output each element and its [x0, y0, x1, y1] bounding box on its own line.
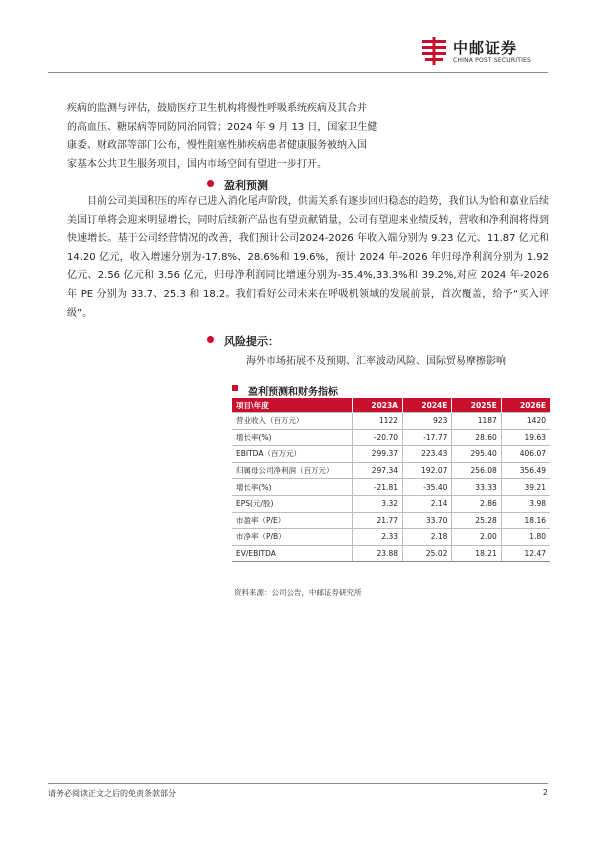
- intro-line: 疾病的监测与评估，鼓励医疗卫生机构将慢性呼吸系统疾病及其合并: [67, 103, 367, 114]
- table-cell: 2.33: [353, 529, 403, 546]
- table-cell: 23.88: [353, 545, 403, 562]
- table-cell: 18.21: [452, 545, 501, 562]
- forecast-heading: [224, 177, 268, 193]
- table-row: [232, 446, 550, 463]
- table-header-cell: 项目\年度: [232, 398, 353, 413]
- table-row: [232, 413, 550, 430]
- financial-table: [232, 398, 550, 562]
- header-divider: [48, 72, 548, 73]
- table-title: [248, 383, 338, 398]
- table-source-note: 资料来源：公司公告，中邮证券研究所: [234, 588, 362, 597]
- table-cell: -35.40: [403, 479, 452, 496]
- table-cell: 192.07: [403, 462, 452, 479]
- table-cell: 3.98: [501, 495, 550, 512]
- table-cell: 2.14: [403, 495, 452, 512]
- forecast-paragraph: [67, 193, 549, 323]
- row-label: 归属母公司净利润（百万元）: [232, 462, 353, 479]
- row-label: EPS(元/股): [232, 495, 353, 512]
- brand-name-en: CHINA POST SECURITIES: [453, 57, 532, 64]
- table-cell: 28.60: [452, 429, 501, 446]
- table-title-text: 盈利预测和财务指标: [248, 387, 338, 398]
- table-cell: -17.77: [403, 429, 452, 446]
- intro-line: 康委、财政部等部门公布，慢性阻塞性肺疾病患者健康服务被纳入国: [67, 140, 367, 152]
- row-label: EBITDA（百万元）: [232, 446, 353, 463]
- page-number: 2: [542, 788, 548, 797]
- square-bullet-icon: [232, 385, 238, 391]
- table-row: [232, 429, 550, 446]
- table-row: [232, 479, 550, 496]
- table-cell: 2.18: [403, 529, 452, 546]
- table-row: [232, 529, 550, 546]
- table-header-cell: 2023A: [353, 398, 403, 413]
- forecast-heading-text: 盈利预测: [224, 179, 268, 192]
- row-label: 增长率(%): [232, 479, 353, 496]
- table-row: [232, 545, 550, 562]
- table-header-cell: 2026E: [501, 398, 550, 413]
- intro-line: 家基本公共卫生服务项目，国内市场空间有望进一步打开。: [67, 158, 327, 170]
- table-cell: 12.47: [501, 545, 550, 562]
- table-cell: 1122: [353, 413, 403, 430]
- table-cell: 39.21: [501, 479, 550, 496]
- row-label: 市盈率（P/E）: [232, 512, 353, 529]
- disclaimer-note: 请务必阅读正文之后的免责条款部分: [48, 789, 176, 798]
- company-logo: [419, 36, 554, 68]
- table-cell: 299.37: [353, 446, 403, 463]
- table-header-cell: 2024E: [403, 398, 452, 413]
- row-label: EV/EBITDA: [232, 545, 353, 562]
- risk-heading-text: 风险提示：: [224, 335, 279, 348]
- row-label: 营业收入（百万元）: [232, 413, 353, 430]
- table-cell: 256.08: [452, 462, 501, 479]
- table-cell: 923: [403, 413, 452, 430]
- footer-divider: [48, 783, 548, 784]
- table-cell: 33.33: [452, 479, 501, 496]
- table-row: [232, 495, 550, 512]
- table-row: [232, 512, 550, 529]
- risk-heading: [224, 333, 279, 349]
- table-cell: 356.49: [501, 462, 550, 479]
- table-cell: 19.63: [501, 429, 550, 446]
- china-post-logo-icon: [419, 36, 449, 66]
- table-cell: 25.28: [452, 512, 501, 529]
- table-cell: 1.80: [501, 529, 550, 546]
- table-cell: 3.32: [353, 495, 403, 512]
- table-cell: -21.81: [353, 479, 403, 496]
- intro-paragraph: [67, 100, 549, 174]
- risk-text: 海外市场拓展不及预期、汇率波动风险、国际贸易摩擦影响: [246, 356, 506, 367]
- table-cell: 1187: [452, 413, 501, 430]
- table-cell: -20.70: [353, 429, 403, 446]
- table-cell: 2.00: [452, 529, 501, 546]
- table-cell: 18.16: [501, 512, 550, 529]
- table-cell: 295.40: [452, 446, 501, 463]
- table-cell: 2.86: [452, 495, 501, 512]
- brand-name-cn: 中邮证券: [453, 39, 518, 57]
- table-cell: 25.02: [403, 545, 452, 562]
- table-cell: 1420: [501, 413, 550, 430]
- table-row: [232, 462, 550, 479]
- table-header-cell: 2025E: [452, 398, 501, 413]
- table-header-row: [232, 398, 550, 413]
- table-cell: 406.07: [501, 446, 550, 463]
- table-cell: 223.43: [403, 446, 452, 463]
- table-cell: 21.77: [353, 512, 403, 529]
- bullet-dot-icon: [207, 180, 214, 187]
- row-label: 市净率（P/B）: [232, 529, 353, 546]
- table-cell: 33.70: [403, 512, 452, 529]
- row-label: 增长率(%): [232, 429, 353, 446]
- intro-line: 的高血压、糖尿病等同防同治同管；2024 年 9 月 13 日，国家卫生健: [67, 121, 378, 133]
- table-cell: 297.34: [353, 462, 403, 479]
- bullet-dot-icon: [207, 336, 214, 343]
- forecast-text: 目前公司美国积压的库存已进入消化尾声阶段，供需关系有逐步回归稳态的趋势，我们认为恰和嘉业后续美国订单将会迎来明显增长，同时后续新产品也有望贡献销量，公司有望迎来业绩反转，营收和净利润将得到快速增长。基于公司经营情况的改善，我们预计公司2024-2026 年收入端分别为 9.23 亿元、11.87 亿元和 14.20 亿元，收入增速分别为-17.8%、28.6%和 19.6%，预计 2024 年-2026 年归母净利润分别为 1.92 亿元、2.56 亿元和 3.56 亿元，归母净利润同比增速分别为-35.4%,33.3%和 39.2%,对应 2024 年-2026 年 PE 分别为 33.7、25.3 和 18.2。我们看好公司未来在呼吸机领域的发展前景，首次覆盖，给予“买入评级”。: [67, 196, 549, 319]
